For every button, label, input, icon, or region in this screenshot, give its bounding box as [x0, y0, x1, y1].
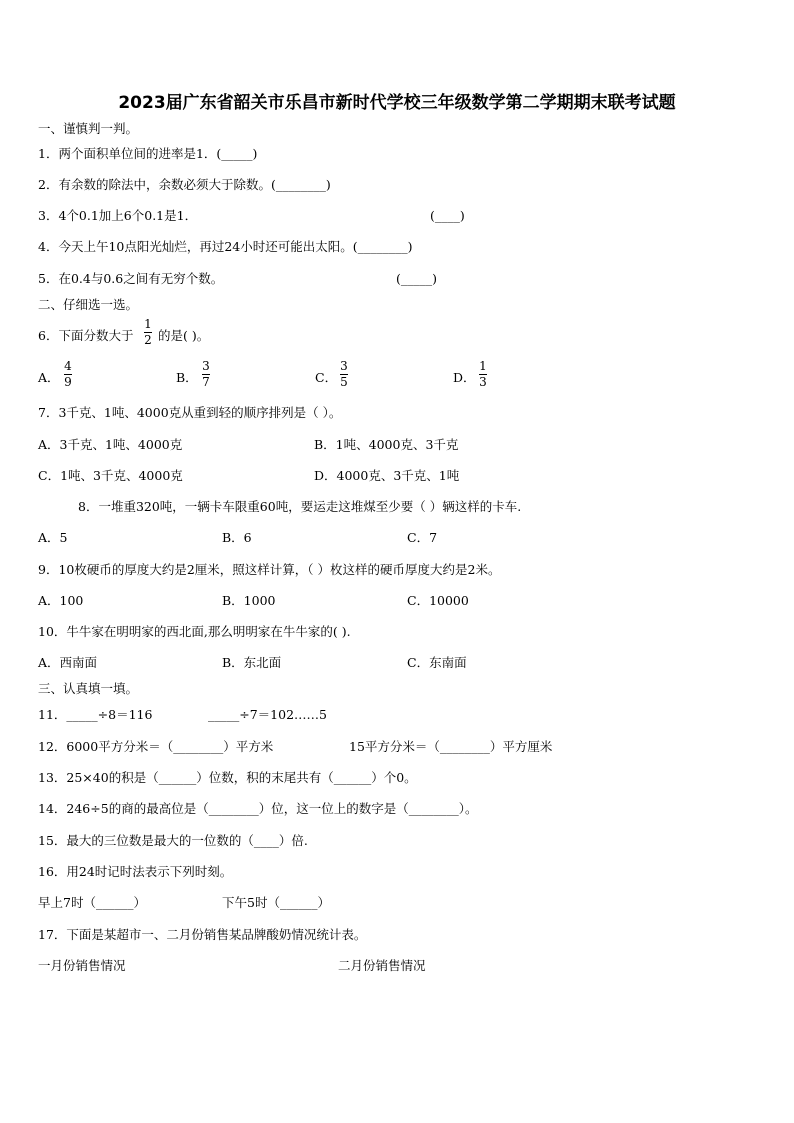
- question-16b: 下午5时（______）: [222, 895, 330, 910]
- section-heading: 一、谨慎判一判。: [38, 121, 139, 136]
- question-12b: 15平方分米＝（________）平方厘米: [349, 739, 553, 754]
- question-7: 7．3千克、1吨、4000克从重到轻的顺序排列是（ ）。: [38, 405, 342, 420]
- option-c: C．东南面: [407, 655, 467, 670]
- option-b: B．6: [222, 530, 252, 545]
- question-17: 17．下面是某超市一、二月份销售某品牌酸奶情况统计表。: [38, 927, 367, 942]
- section-heading: 三、认真填一填。: [38, 681, 139, 696]
- question-2: 2．有余数的除法中，余数必须大于除数。(________): [38, 177, 331, 192]
- fraction: 3 7: [202, 359, 210, 389]
- table-caption-feb: 二月份销售情况: [338, 958, 426, 973]
- option-a: A．100: [38, 593, 84, 608]
- option-a: A．西南面: [38, 655, 98, 670]
- question-6-stem: 6．下面分数大于: [38, 328, 134, 343]
- question-4: 4．今天上午10点阳光灿烂，再过24小时还可能出太阳。(________): [38, 239, 413, 254]
- question-1: 1．两个面积单位间的进率是1．(_____): [38, 146, 258, 161]
- fraction: 3 5: [340, 359, 348, 389]
- question-6-stem-end: 的是( )。: [158, 328, 210, 343]
- question-3: 3．4个0.1加上6个0.1是1．: [38, 208, 198, 223]
- option-a: A．3千克、1吨、4000克: [38, 437, 183, 452]
- option-d: D．: [453, 370, 476, 385]
- question-15: 15．最大的三位数是最大的一位数的（____）倍.: [38, 833, 308, 848]
- question-16a: 早上7时（______）: [38, 895, 146, 910]
- question-5: 5．在0.4与0.6之间有无穷个数。: [38, 271, 224, 286]
- question-11b: _____÷7＝102……5: [208, 707, 327, 722]
- page-title: 2023届广东省韶关市乐昌市新时代学校三年级数学第二学期期末联考试题: [118, 93, 676, 113]
- option-a: A．5: [38, 530, 68, 545]
- option-b: B．1000: [222, 593, 276, 608]
- option-b: B．: [176, 370, 198, 385]
- question-9: 9．10枚硬币的厚度大约是2厘米，照这样计算，（ ）枚这样的硬币厚度大约是2米。: [38, 562, 501, 577]
- option-c: C．1吨、3千克、4000克: [38, 468, 183, 483]
- table-caption-jan: 一月份销售情况: [38, 958, 126, 973]
- question-12a: 12．6000平方分米＝（________）平方米: [38, 739, 274, 754]
- fraction: 4 9: [64, 359, 72, 389]
- option-a: A．: [38, 370, 60, 385]
- question-8: 8．一堆重320吨，一辆卡车限重60吨，要运走这堆煤至少要（ ）辆这样的卡车.: [78, 499, 522, 514]
- option-d: D．4000克、3千克、1吨: [314, 468, 460, 483]
- question-11a: 11．_____÷8＝116: [38, 707, 153, 722]
- option-b: B．东北面: [222, 655, 282, 670]
- question-14: 14．246÷5的商的最高位是（________）位，这一位上的数字是（________）。: [38, 801, 478, 816]
- question-5-blank: (_____): [396, 271, 438, 286]
- option-c: C．7: [407, 530, 438, 545]
- question-10: 10．牛牛家在明明家的西北面,那么明明家在牛牛家的( ).: [38, 624, 351, 639]
- option-c: C．: [315, 370, 338, 385]
- question-16: 16．用24时记时法表示下列时刻。: [38, 864, 233, 879]
- question-13: 13．25×40的积是（______）位数，积的末尾共有（______）个0。: [38, 770, 417, 785]
- fraction: 1 3: [479, 359, 487, 389]
- fraction: 1 2: [144, 317, 152, 347]
- section-heading: 二、仔细选一选。: [38, 297, 139, 312]
- option-b: B．1吨、4000克、3千克: [314, 437, 459, 452]
- question-3-blank: (____): [430, 208, 465, 223]
- option-c: C．10000: [407, 593, 469, 608]
